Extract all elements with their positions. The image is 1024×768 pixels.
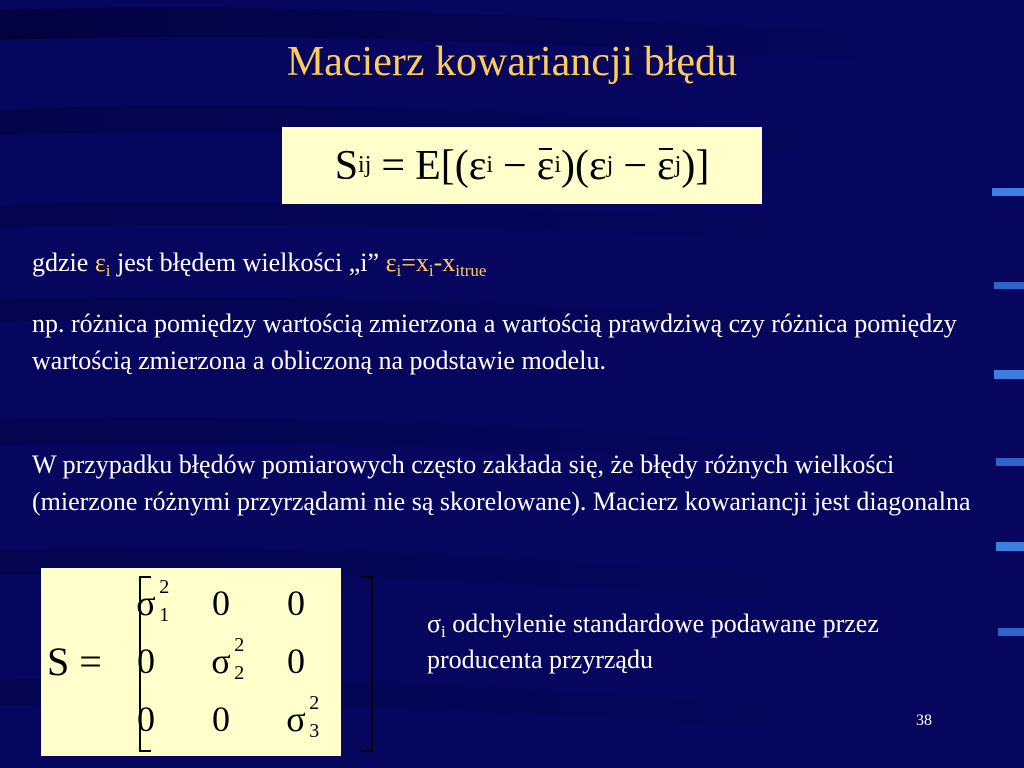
- epsilon-equation: $\varepsilon_i=x_i-x_{itrue}$: [385, 248, 487, 280]
- formula-minus-2: −: [623, 142, 648, 189]
- sigma-note: [427, 606, 987, 678]
- formula-sub-ij: ij: [358, 152, 372, 178]
- diagonal-matrix: [41, 568, 341, 756]
- matrix-cell-3-3: σ 2 3: [286, 692, 320, 742]
- matrix-cell-1-1: σ 2 1: [136, 576, 170, 626]
- definition-text: jest błędem wielkości „i”: [110, 248, 386, 277]
- formula-sub-j-bar: j: [674, 152, 682, 178]
- formula-sub-i-bar: i: [554, 152, 562, 178]
- matrix-cell-2-3: 0: [287, 641, 305, 681]
- formula-close: )]: [681, 142, 710, 189]
- formula-expectation: E[(: [415, 142, 469, 189]
- matrix-cell-2-2: σ 2 2: [211, 634, 245, 684]
- matrix-cell-1-3: 0: [287, 583, 305, 623]
- right-bracket: [361, 576, 373, 752]
- page-number: 38: [916, 712, 932, 729]
- word-gdzie: gdzie: [32, 248, 95, 277]
- covariance-formula: [282, 127, 762, 204]
- formula-epsilon-j: ε: [589, 142, 607, 189]
- example-paragraph: np. różnica pomiędzy wartością zmierzona a wartością prawdziwą czy różnica pomiędzy wartością zmierzona a obliczoną na podstawie modelu.: [32, 309, 957, 375]
- matrix-cell-2-1: 0: [137, 641, 155, 681]
- matrix-cell-3-1: 0: [137, 699, 155, 739]
- formula-s: S: [334, 142, 359, 189]
- epsilon-definition: [32, 244, 982, 281]
- formula-paren: )(: [561, 142, 590, 189]
- sigma-sub-i: i: [441, 622, 446, 641]
- formula-sub-j: j: [606, 152, 614, 178]
- formula-sub-i: i: [486, 152, 494, 178]
- sigma-symbol: σ: [427, 609, 442, 638]
- matrix-cell-1-2: 0: [212, 583, 230, 623]
- matrix-lhs: S =: [47, 639, 102, 684]
- matrix-cell-3-2: 0: [212, 699, 230, 739]
- formula-epsilon-bar-i: ε: [536, 142, 555, 189]
- formula-epsilon-bar-j: ε: [657, 142, 675, 189]
- formula-minus: −: [503, 142, 527, 189]
- epsilon-symbol: $\varepsilon_i$: [94, 248, 111, 280]
- diagonal-paragraph: W przypadku błędów pomiarowych często zakłada się, że błędy różnych wielkości (mierzone różnymi przyrządami nie są skorelowane). Macierz kowariancji jest diagonalna: [32, 450, 971, 516]
- sigma-note-text: odchylenie standardowe podawane przez producenta przyrządu: [427, 609, 879, 674]
- formula-equals: =: [381, 142, 406, 189]
- slide-title: Macierz kowariancji błędu: [286, 39, 738, 85]
- formula-epsilon-i: ε: [468, 142, 487, 189]
